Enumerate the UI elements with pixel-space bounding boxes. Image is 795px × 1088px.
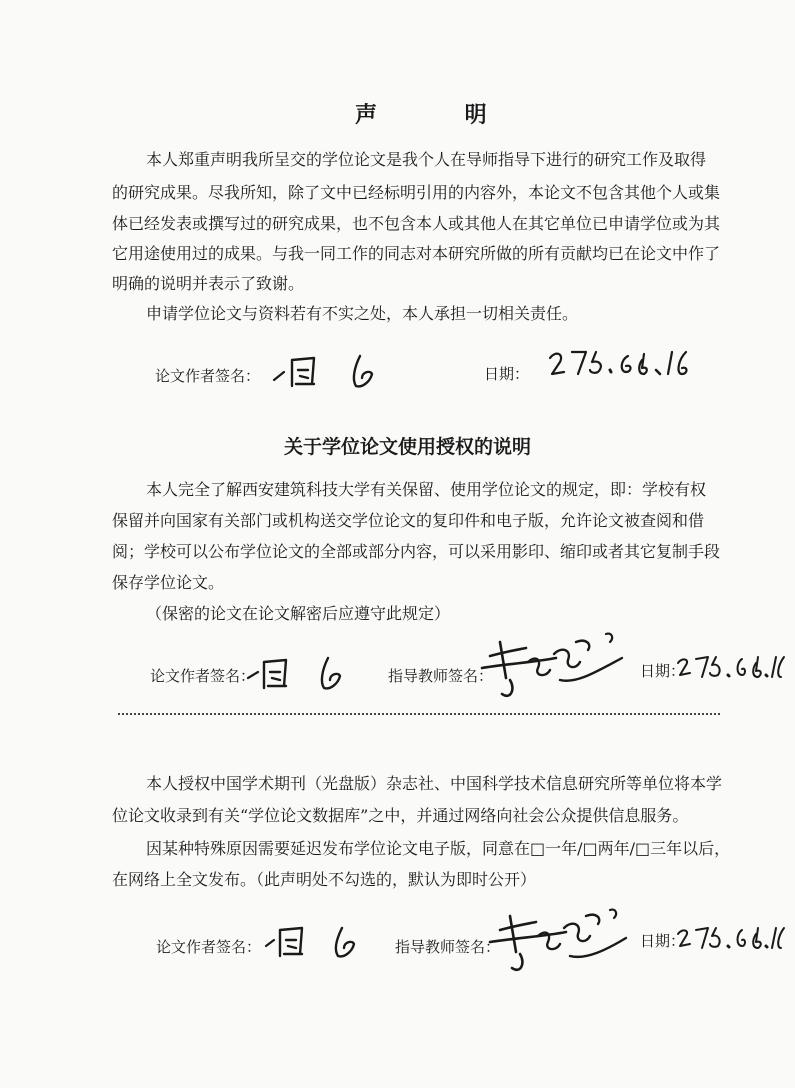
author-signature-label: 论文作者签名： [150, 667, 256, 685]
authorization-line: 阅；学校可以公布学位论文的全部或部分内容，可以采用影印、缩印或者其它复制手段 [112, 542, 721, 561]
handwritten-date [676, 916, 786, 958]
advisor-signature-label: 指导教师签名： [395, 938, 501, 956]
authorization-title: 关于学位论文使用授权的说明 [284, 436, 532, 458]
declaration-line: 体已经发表或撰写过的研究成果，也不包含本人或其他人在其它单位已申请学位或为其 [112, 214, 721, 233]
advisor-signature [476, 628, 626, 708]
author-signature [244, 652, 354, 694]
authorization-line: 保留并向国家有关部门或机构送交学位论文的复印件和电子版，允许论文被查阅和借 [112, 511, 705, 530]
declaration-line: 申请学位论文与资料若有不实之处，本人承担一切相关责任。 [146, 304, 579, 323]
publishing-line: 本人授权中国学术期刊（光盘版）杂志社、中国科学技术信息研究所等单位将本学 [146, 774, 723, 793]
declaration-line: 的研究成果。尽我所知，除了文中已经标明引用的内容外，本论文不包含其他个人或集 [112, 183, 721, 202]
author-signature-label: 论文作者签名： [156, 938, 262, 956]
authorization-line: 本人完全了解西安建筑科技大学有关保留、使用学位论文的规定，即：学校有权 [146, 480, 707, 499]
authorization-line: 保存学位论文。 [112, 573, 225, 592]
advisor-signature [486, 902, 636, 982]
handwritten-date [676, 645, 786, 687]
declaration-line: 本人郑重声明我所呈交的学位论文是我个人在导师指导下进行的研究工作及取得 [146, 150, 707, 169]
advisor-signature-label: 指导教师签名： [388, 667, 494, 685]
publishing-line: 在网络上全文发布。（此声明处不勾选的，默认为即时公开） [112, 870, 537, 889]
declaration-line: 它用途使用过的成果。与我一同工作的同志对本研究所做的所有贡献均已在论文中作了 [112, 244, 721, 263]
authorization-line: （保密的论文在论文解密后应遵守此规定） [146, 604, 451, 623]
date-label: 日期： [484, 365, 530, 383]
author-signature [270, 348, 390, 393]
handwritten-date [546, 344, 696, 384]
date-label: 日期： [640, 662, 686, 680]
publishing-line: 因某种特殊原因需要延迟发布学位论文电子版，同意在□一年/□两年/□三年以后， [146, 839, 731, 858]
section-divider [118, 713, 720, 715]
author-signature-label: 论文作者签名： [155, 367, 261, 385]
date-label: 日期： [640, 932, 686, 950]
author-signature [262, 922, 362, 962]
publishing-line: 位论文收录到有关“学位论文数据库”之中，并通过网络向社会公众提供信息服务。 [112, 806, 689, 825]
declaration-title: 声 明 [355, 102, 527, 128]
declaration-line: 明确的说明并表示了致谢。 [112, 274, 305, 293]
